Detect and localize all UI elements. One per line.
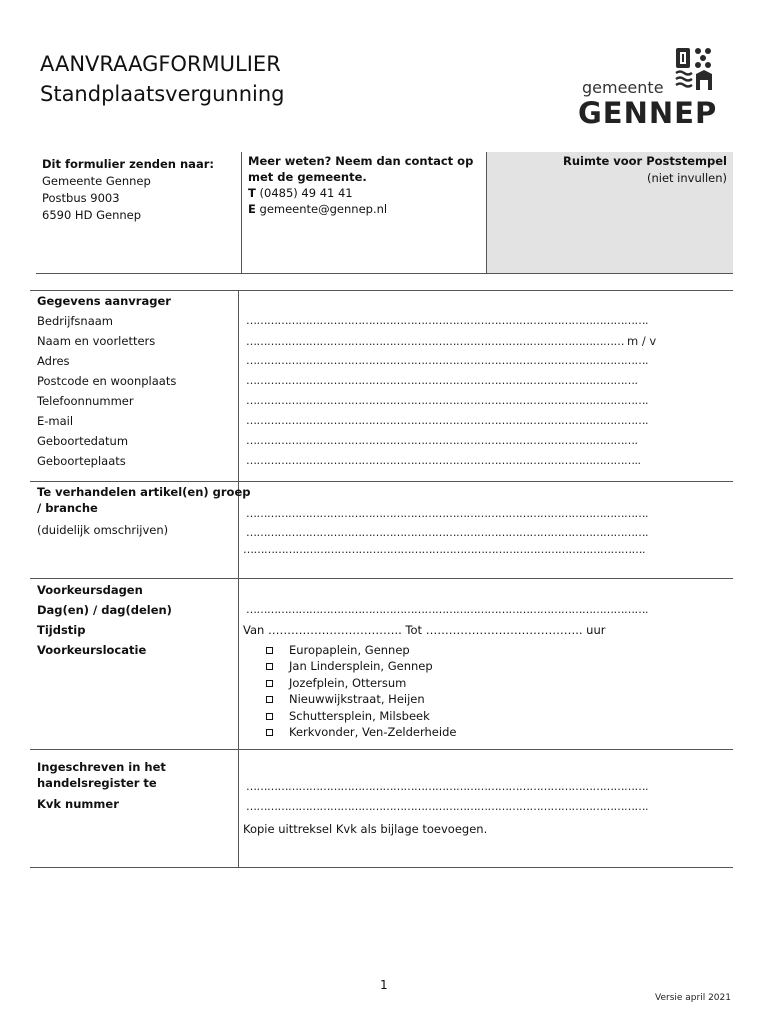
logo-word-gennep: GENNEP: [578, 96, 718, 130]
time-field[interactable]: Van …………………………….. Tot ………………………………….. uur: [243, 623, 606, 637]
contact-phone: [248, 185, 486, 201]
section-divider: [30, 749, 733, 750]
days-label: Dag(en) / dag(delen): [37, 603, 172, 617]
location-option-label: Jan Lindersplein, Gennep: [289, 659, 433, 673]
contact-block: [242, 152, 487, 273]
section-divider: [30, 867, 733, 868]
form-subtitle: Standplaatsvergunning: [40, 82, 285, 106]
email-address: gemeente@gennep.nl: [259, 202, 388, 216]
column-divider: [238, 290, 239, 868]
birthdate-label: Geboortedatum: [37, 434, 129, 448]
page-number: 1: [380, 978, 388, 992]
registry-place-field[interactable]: …………………………………………………………………………………………………….: [246, 780, 648, 793]
section-divider: [30, 481, 733, 482]
version-label: Versie april 2021: [655, 993, 731, 1003]
postmark-heading: Ruimte voor Poststempel: [562, 154, 727, 168]
postcode-city-field[interactable]: ………………………………………………………………………………………………….: [246, 374, 638, 387]
articles-heading: Te verhandelen artikel(en) groep: [37, 485, 251, 499]
checkbox-icon[interactable]: [266, 680, 273, 687]
name-initials-dots: ………………………………………………………………………………………………: [246, 335, 624, 348]
email-field[interactable]: …………………………………………………………………………………………………….: [246, 414, 648, 427]
contact-heading: Meer weten? Neem dan contact op: [248, 154, 474, 168]
location-option-label: Nieuwwijkstraat, Heijen: [289, 692, 425, 706]
birthplace-field[interactable]: …………………………………………………………………………………………………..: [246, 454, 641, 467]
gemeente-gennep-logo: [578, 44, 730, 130]
kvk-label: Kvk nummer: [37, 797, 119, 811]
location-option-label: Jozefplein, Ottersum: [289, 676, 407, 690]
location-option-label: Schuttersplein, Milsbeek: [289, 709, 430, 723]
location-label: Voorkeurslocatie: [37, 643, 147, 657]
articles-heading: / branche: [37, 501, 98, 515]
checkbox-icon[interactable]: [266, 696, 273, 703]
mailing-address-line: 6590 HD Gennep: [42, 208, 142, 222]
email-label: E-mail: [37, 414, 74, 428]
logo-word-gemeente: gemeente: [582, 78, 664, 97]
phone-label: Telefoonnummer: [37, 394, 134, 408]
gender-choice[interactable]: m / v: [627, 334, 657, 348]
email-prefix: E: [248, 202, 256, 216]
articles-note: (duidelijk omschrijven): [37, 523, 169, 537]
company-name-label: Bedrijfsnaam: [37, 314, 114, 328]
company-name-field[interactable]: …………………………………………………………………………………………………….: [246, 314, 648, 327]
contact-email: [248, 201, 486, 217]
mailing-address-block: [36, 152, 242, 273]
location-option[interactable]: [266, 659, 433, 673]
section-divider: [30, 290, 733, 291]
location-option[interactable]: [266, 692, 425, 706]
postcode-city-label: Postcode en woonplaats: [37, 374, 177, 388]
articles-field[interactable]: …………………………………………………………………………………………………….: [246, 526, 648, 539]
articles-field[interactable]: …………………………………………………………………………………………………….: [246, 507, 648, 520]
preferred-days-heading: Voorkeursdagen: [37, 583, 143, 597]
birthdate-field[interactable]: ………………………………………………………………………………………………….: [246, 434, 638, 447]
name-initials-label: Naam en voorletters: [37, 334, 156, 348]
phone-number: (0485) 49 41 41: [259, 186, 353, 200]
municipal-emblem-icon: [674, 46, 724, 96]
header-info-table: [36, 152, 733, 274]
checkbox-icon[interactable]: [266, 729, 273, 736]
checkbox-icon[interactable]: [266, 713, 273, 720]
section-divider: [30, 578, 733, 579]
registry-heading: Ingeschreven in het: [37, 760, 166, 774]
time-label: Tijdstip: [37, 623, 86, 637]
form-title: AANVRAAGFORMULIER: [40, 52, 281, 76]
name-initials-field[interactable]: [246, 334, 656, 348]
kvk-attachment-note: Kopie uittreksel Kvk als bijlage toevoegen.: [243, 822, 488, 836]
location-option-label: Europaplein, Gennep: [289, 643, 410, 657]
location-option[interactable]: [266, 676, 406, 690]
location-option[interactable]: [266, 709, 430, 723]
checkbox-icon[interactable]: [266, 647, 273, 654]
mailing-address-line: Gemeente Gennep: [42, 174, 151, 188]
kvk-number-field[interactable]: …………………………………………………………………………………………………….: [246, 800, 648, 813]
mailing-address-line: Postbus 9003: [42, 191, 120, 205]
location-option[interactable]: [266, 725, 456, 739]
mailing-address-heading: Dit formulier zenden naar:: [42, 157, 214, 171]
address-field[interactable]: …………………………………………………………………………………………………….: [246, 354, 648, 367]
checkbox-icon[interactable]: [266, 663, 273, 670]
location-option-label: Kerkvonder, Ven-Zelderheide: [289, 725, 457, 739]
location-option[interactable]: [266, 643, 410, 657]
days-field[interactable]: …………………………………………………………………………………………………….: [246, 603, 648, 616]
birthplace-label: Geboorteplaats: [37, 454, 126, 468]
registry-heading: handelsregister te: [37, 776, 157, 790]
phone-prefix: T: [248, 186, 256, 200]
postmark-note: (niet invullen): [646, 171, 727, 185]
phone-field[interactable]: …………………………………………………………………………………………………….: [246, 394, 648, 407]
applicant-heading: Gegevens aanvrager: [37, 294, 171, 308]
postmark-area: [487, 152, 733, 273]
contact-heading: met de gemeente.: [248, 170, 367, 184]
articles-field[interactable]: …………………………………………………………………………………………………….: [243, 543, 645, 556]
address-label: Adres: [37, 354, 70, 368]
